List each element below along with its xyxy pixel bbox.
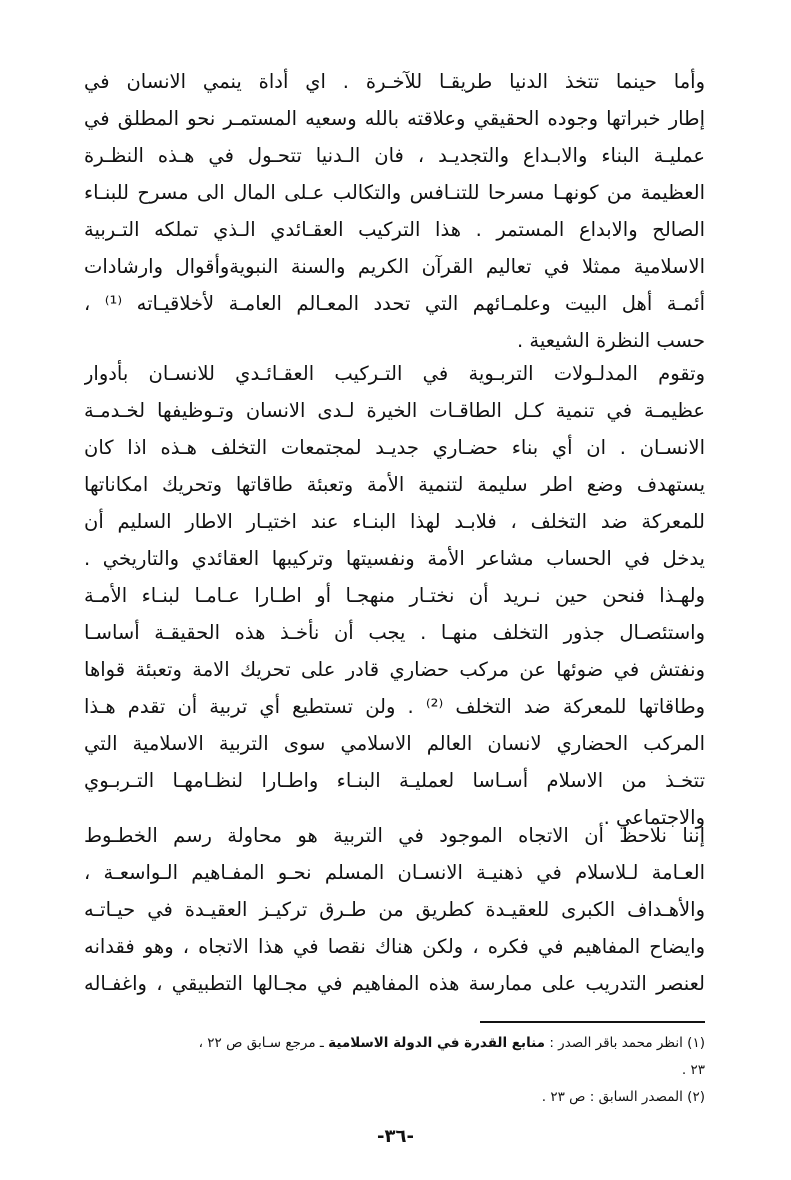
text-line: وتقوم المدلـولات التربـوية في التـركيب العقـائـدي للانسـان بأدوار — [84, 362, 705, 385]
text-line: لعنصر التدريب على ممارسة هذه المفاهيم في مجـالها التطبيقي ، واغفـاله — [84, 972, 705, 995]
text-line: واستئصـال جذور التخلف منهـا . يجب أن نأخـذ هذه الحقيقـة أساسـا — [84, 621, 705, 644]
footnote-2 — [84, 1084, 705, 1111]
text-line: حسب النظرة الشيعية . — [517, 329, 705, 352]
text-line: ونفتش في ضوئها عن مركب حضاري قادر على تحريك الامة وتعبئة قواها — [84, 658, 705, 681]
footnotes — [84, 1030, 705, 1111]
text-line: وأما حينما تتخذ الدنيا طريقـا للآخـرة . اي أداة ينمي الانسان في — [84, 70, 705, 93]
page-number: -٣٦- — [377, 1126, 414, 1147]
text-line: وطاقاتها للمعركة ضد التخلف ⁽²⁾ . ولن تستطيع أي تربية أن تقدم هـذا — [84, 695, 705, 718]
footnote-text: ـ مرجع سـابق ص ٢٢ ، — [198, 1035, 329, 1051]
text-line: إطار خبراتها وجوده الحقيقي وعلاقته بالله وسعيه المستمـر نحو المطلق في — [84, 107, 705, 130]
footnote-1 — [84, 1030, 705, 1057]
text-line: للمعركة ضد التخلف ، فلابـد لهذا البنـاء عند اختيـار الاطار السليم أن — [84, 510, 705, 533]
footnote-divider — [480, 1021, 705, 1023]
footnote-marker: (١) — [687, 1035, 705, 1051]
text-line: والاجتماعي . — [603, 806, 705, 829]
text-line: والأهـداف الكبرى للعقيـدة كطريق من طـرق تركيـز العقيـدة في حيـاتـه — [84, 898, 705, 921]
footnote-1-continuation: ٢٣ . — [681, 1062, 705, 1078]
footnote-text: المصدر السابق : ص ٢٣ . — [541, 1089, 688, 1105]
paragraph-3 — [84, 817, 705, 1002]
text-line: ولهـذا فنحن حين نـريد أن نختـار منهجـا أو اطـارا عـامـا لبنـاء الأمـة — [84, 584, 705, 607]
text-line: العظيمة من كونهـا مسرحا للتنـافس والتكالب عـلى المال الى مسرح للبنـاء — [84, 181, 705, 204]
text-line: الاسلامية ممثلا في تعاليم القرآن الكريم والسنة النبويةوأقوال وارشادات — [84, 255, 705, 278]
text-line: الانسـان . ان أي بناء حضـاري جديـد لمجتمعات التخلف هـذه اذا كان — [84, 436, 705, 459]
footnote-marker: (٢) — [687, 1089, 705, 1105]
text-line: الصالح والابداع المستمر . هذا التركيب العقـائدي الـذي تملكه التـربية — [84, 218, 705, 241]
text-line: العـامة لـلاسلام في ذهنيـة الانسـان المسلم نحـو المفـاهيم الـواسعـة ، — [84, 861, 705, 884]
footnote-book-title: منابع القدرة في الدولة الاسلامية — [328, 1035, 546, 1051]
text-line: تتخـذ من الاسلام أسـاسا لعمليـة البنـاء واطـارا لنظـامهـا التـربـوي — [84, 769, 705, 792]
footnote-text: انظر محمد باقر الصدر : — [545, 1035, 688, 1051]
text-line: أئمـة أهل البيت وعلمـائهم التي تحدد المعـالم العامـة لأخلاقيـاته ⁽¹⁾ ، — [84, 292, 705, 315]
paragraph-2 — [84, 355, 705, 836]
text-line: عظيمـة في تنمية كـل الطاقـات الخيرة لـدى الانسان وتـوظيفها لخـدمـة — [84, 399, 705, 422]
text-line: عمليـة البناء والابـداع والتجديـد ، فان الـدنيا تتحـول في هـذه النظـرة — [84, 144, 705, 167]
text-line: يستهدف وضع اطر سليمة لتنمية الأمة وتعبئة طاقاتها وتحريك امكاناتها — [84, 473, 705, 496]
paragraph-1 — [84, 63, 705, 359]
text-line: يدخل في الحساب مشاعر الأمة ونفسيتها وتركيبها العقائدي والتاريخي . — [84, 547, 705, 570]
text-line: المركب الحضاري لانسان العالم الاسلامي سوى التربية الاسلامية التي — [84, 732, 705, 755]
text-line: إننا نلاحظ أن الاتجاه الموجود في التربية هو محاولة رسم الخطـوط — [84, 824, 705, 847]
text-line: وايضاح المفاهيم في فكره ، ولكن هناك نقصا في هذا الاتجاه ، وهو فقدانه — [84, 935, 705, 958]
